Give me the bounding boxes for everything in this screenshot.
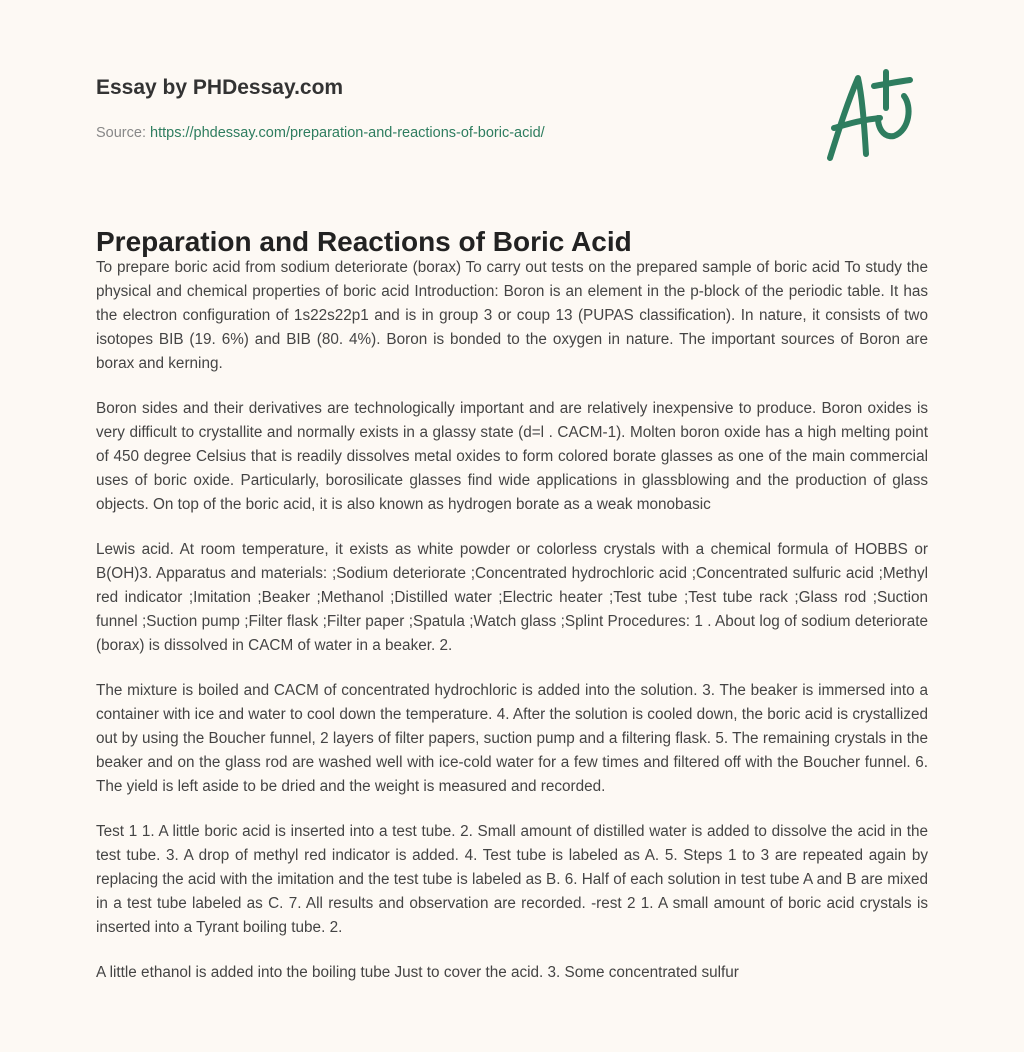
a-plus-logo-icon — [820, 66, 930, 166]
article-title: Preparation and Reactions of Boric Acid — [96, 226, 632, 257]
source-label: Source: — [96, 125, 146, 141]
site-title: Essay by PHDessay.com — [96, 76, 344, 99]
paragraph: A little ethanol is added into the boiling tube Just to cover the acid. 3. Some concentrated sulfur — [96, 964, 739, 981]
paragraph: Boron sides and their derivatives are technologically important and are relatively inexpensive to produce. Boron oxides is very difficult to crystallite and normally exists in a glassy state (d=l . CACM-1). Molten boron oxide has a high melting point of 450 degree Celsius that is readily dissolves metal oxides to form colored borate glasses as one of the main commercial uses of boric oxide. Particularly, borosilicate glasses find wide applications in glassblowing and the production of glass objects. On top of the boric acid, it is also known as hydrogen borate as a weak monobasic — [96, 400, 928, 513]
paragraph: Lewis acid. At room temperature, it exists as white powder or colorless crystals with a chemical formula of HOBBS or B(OH)3. Apparatus and materials: ;Sodium deteriorate ;Concentrated hydrochloric acid ;Concentrated sulfuric acid ;Methyl red indicator ;Imitation ;Beaker ;Methanol ;Distilled water ;Electric heater ;Test tube ;Test tube rack ;Glass rod ;Suction funnel ;Suction pump ;Filter flask ;Filter paper ;Spatula ;Watch glass ;Splint Procedures: 1 . About log of sodium deteriorate (borax) is dissolved in CACM of water in a beaker. 2. — [96, 541, 928, 654]
article-body — [96, 256, 928, 1006]
paragraph: To prepare boric acid from sodium deteriorate (borax) To carry out tests on the prepared sample of boric acid To study the physical and chemical properties of boric acid Introduction: Boron is an element in the p-block of the periodic table. It has the electron configuration of 1s22s22p1 and is in group 3 or coup 13 (PUPAS classification). In nature, it consists of two isotopes BIB (19. 6%) and BIB (80. 4%). Boron is bonded to the oxygen in nature. The important sources of Boron are borax and kerning. — [96, 259, 928, 372]
source-line — [96, 125, 545, 141]
page-header — [96, 76, 928, 141]
paragraph: Test 1 1. A little boric acid is inserted into a test tube. 2. Small amount of distilled water is added to dissolve the acid in the test tube. 3. A drop of methyl red indicator is added. 4. Test tube is labeled as A. 5. Steps 1 to 3 are repeated again by replacing the acid with the imitation and the test tube is labeled as B. 6. Half of each solution in test tube A and B are mixed in a test tube labeled as C. 7. All results and observation are recorded. -rest 2 1. A small amount of boric acid crystals is inserted into a Tyrant boiling tube. 2. — [96, 823, 928, 936]
source-link[interactable]: https://phdessay.com/preparation-and-reactions-of-boric-acid/ — [150, 125, 545, 141]
paragraph: The mixture is boiled and CACM of concentrated hydrochloric is added into the solution. 3. The beaker is immersed into a container with ice and water to cool down the temperature. 4. After the solution is cooled down, the boric acid is crystallized out by using the Boucher funnel, 2 layers of filter papers, suction pump and a filtering flask. 5. The remaining crystals in the beaker and on the glass rod are washed well with ice-cold water for a few times and filtered off with the Boucher funnel. 6. The yield is left aside to be dried and the weight is measured and recorded. — [96, 682, 928, 795]
